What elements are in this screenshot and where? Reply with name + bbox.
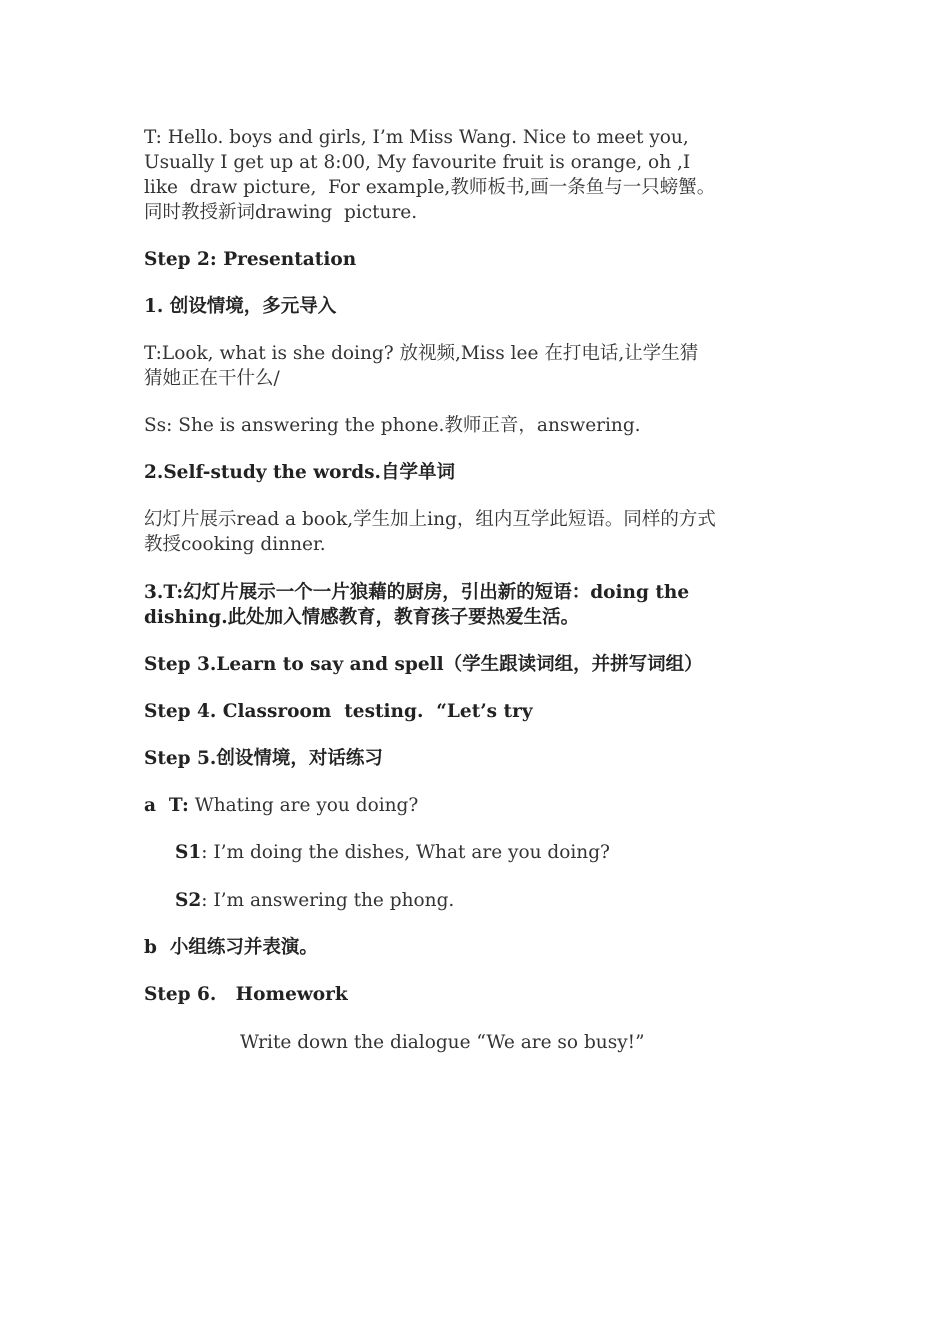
item1-line-2: 猜她正在干什么/	[144, 368, 280, 389]
item3-text	[144, 580, 814, 630]
step4-heading: Step 4. Classroom testing. “Let’s try	[144, 701, 533, 722]
step5-heading: Step 5.创设情境，对话练习	[144, 748, 383, 769]
dialogue-a-label: a T:	[144, 795, 189, 816]
dialogue-line-s2	[175, 888, 845, 913]
item3-line-1: 3.T:幻灯片展示一个一片狼藉的厨房，引出新的短语：doing the	[144, 582, 690, 603]
homework-text: Write down the dialogue “We are so busy!”	[240, 1032, 645, 1053]
item-b: b 小组练习并表演。	[144, 937, 318, 958]
intro-line-3: like draw picture, For example,教师板书,画一条鱼与一只螃蟹。	[144, 177, 716, 198]
intro-line-1: T: Hello. boys and girls, I’m Miss Wang. Nice to meet you,	[144, 127, 689, 148]
intro-line-4: 同时教授新词drawing picture.	[144, 202, 418, 223]
item1-heading: 1. 创设情境，多元导入	[144, 296, 337, 317]
step3-heading: Step 3.Learn to say and spell（学生跟读词组，并拼写词组）	[144, 654, 703, 675]
step2-heading: Step 2: Presentation	[144, 249, 357, 270]
dialogue-s1-label: S1	[175, 842, 202, 863]
item2-text	[144, 507, 814, 557]
item3-line-2: dishing.此处加入情感教育，教育孩子要热爱生活。	[144, 607, 580, 628]
dialogue-a-text: Whating are you doing?	[188, 795, 419, 816]
dialogue-s2-label: S2	[175, 890, 202, 911]
dialogue-s1-text: : I’m doing the dishes, What are you doing?	[201, 842, 610, 863]
dialogue-line-s1	[175, 840, 845, 865]
item1-text	[144, 341, 814, 391]
item1-answer: Ss: She is answering the phone.教师正音，answering.	[144, 415, 641, 436]
item2-line-2: 教授cooking dinner.	[144, 534, 326, 555]
item2-heading: 2.Self-study the words.自学单词	[144, 462, 455, 483]
dialogue-line-a	[144, 793, 814, 818]
intro-paragraph	[144, 125, 814, 225]
step6-heading: Step 6. Homework	[144, 984, 348, 1005]
intro-line-2: Usually I get up at 8:00, My favourite fruit is orange, oh ,I	[144, 152, 691, 173]
item1-line-1: T:Look, what is she doing? 放视频,Miss lee 在打电话,让学生猜	[144, 343, 699, 364]
dialogue-s2-text: : I’m answering the phong.	[201, 890, 455, 911]
item2-line-1: 幻灯片展示read a book,学生加上ing，组内互学此短语。同样的方式	[144, 509, 716, 530]
